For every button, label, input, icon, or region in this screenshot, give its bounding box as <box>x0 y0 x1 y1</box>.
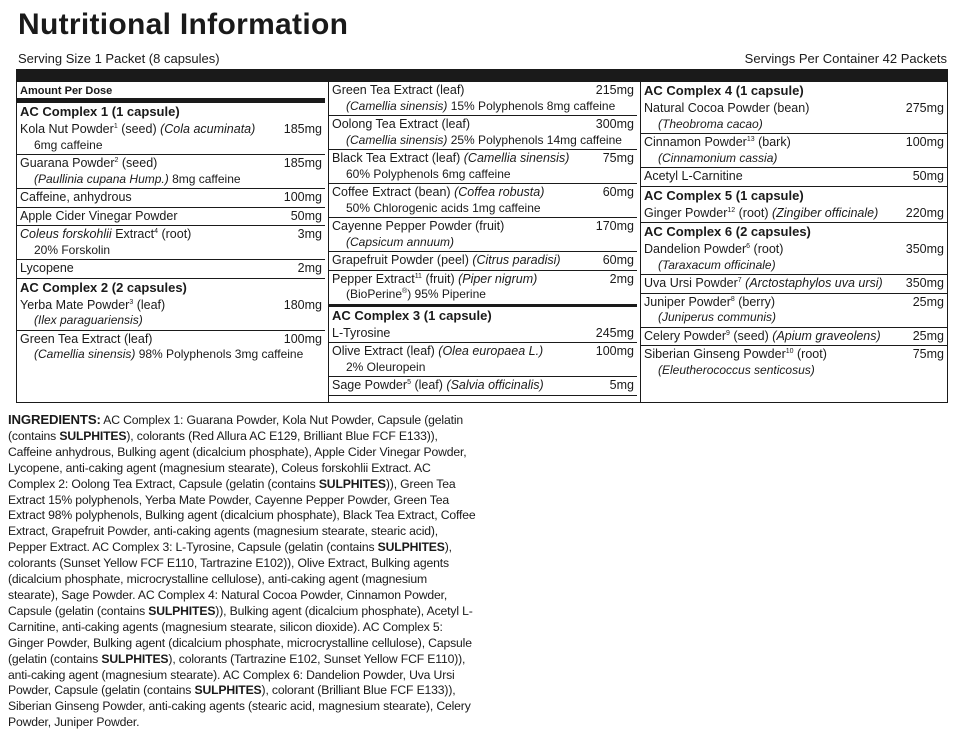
ingredient-uva-ursi: Uva Ursi Powder$^7$ (Arctostaphylos uva ursi) 350mg <box>641 275 947 294</box>
ingredient-olive: Olive Extract (leaf) (Olea europaea L.) 100mg 2% Oleuropein <box>329 343 637 377</box>
complex-1-heading: AC Complex 1 (1 capsule) <box>20 104 180 119</box>
column-1 <box>17 82 325 402</box>
ingredient-ginger: Ginger Powder$^{12}$ (root) (Zingiber officinale) 220mg <box>641 205 947 224</box>
ingredient-yerba-mate: Yerba Mate Powder$^3$ (leaf) 180mg (Ilex paraguariensis) <box>17 297 325 331</box>
column-2 <box>329 82 637 402</box>
amount: 5mg <box>609 378 634 392</box>
ingredient-guarana: Guarana Powder$^2$ (seed) 185mg (Paullinia cupana Hump.) 8mg caffeine <box>17 155 325 189</box>
complex-2-heading: AC Complex 2 (2 capsules) <box>20 279 187 295</box>
ingredient-coffee: Coffee Extract (bean) (Coffea robusta) 60mg 50% Chlorogenic acids 1mg caffeine <box>329 184 637 218</box>
amount: 300mg <box>595 117 634 131</box>
ingredient-juniper: Juniper Powder$^8$ (berry) 25mg (Juniperus communis) <box>641 294 947 328</box>
amount: 50mg <box>290 208 322 223</box>
ingredient-celery: Celery Powder$^9$ (seed) (Apium graveolens) 25mg <box>641 328 947 347</box>
serving-size: Serving Size 1 Packet (8 capsules) <box>18 51 220 66</box>
amount: 2mg <box>609 271 634 286</box>
allergen: SULPHITES <box>59 428 127 443</box>
ingredient-oolong-tea: Oolong Tea Extract (leaf) 300mg (Camellia sinensis) 25% Polyphenols 14mg caffeine <box>329 116 637 150</box>
ingredient-caffeine: Caffeine, anhydrous 100mg <box>17 189 325 208</box>
ingredient-dandelion: Dandelion Powder$^6$ (root) 350mg (Taraxacum officinale) <box>641 241 947 275</box>
ingredients-label: INGREDIENTS: <box>8 412 101 427</box>
ingredient-grapefruit: Grapefruit Powder (peel) (Citrus paradisi) 60mg <box>329 252 637 271</box>
amount: 100mg <box>283 190 322 204</box>
amount: 100mg <box>595 344 634 358</box>
amount: 2mg <box>297 261 322 275</box>
ingredient-black-tea: Black Tea Extract (leaf) (Camellia sinensis) 75mg 60% Polyphenols 6mg caffeine <box>329 150 637 184</box>
amount: 245mg <box>595 325 634 340</box>
panel-top-bar <box>17 70 947 82</box>
servings-per-container: Servings Per Container 42 Packets <box>744 51 947 66</box>
complex-4-heading: AC Complex 4 (1 capsule) <box>644 83 804 98</box>
amount: 3mg <box>297 227 322 241</box>
column-3 <box>641 82 947 402</box>
ingredient-lycopene: Lycopene 2mg <box>17 260 325 279</box>
amount: 60mg <box>602 185 634 199</box>
ingredient-l-tyrosine: L-Tyrosine 245mg <box>329 325 637 344</box>
ingredient-siberian-ginseng: Siberian Ginseng Powder$^{10}$ (root) 75mg (Eleutherococcus senticosus) <box>644 347 944 377</box>
allergen: SULPHITES <box>101 651 169 666</box>
amount: 25mg <box>912 294 944 309</box>
amount: 60mg <box>602 253 634 267</box>
allergen: SULPHITES <box>148 603 216 618</box>
ingredients-statement: INGREDIENTS: AC Complex 1: Guarana Powder, Kola Nut Powder, Capsule (gelatin (contains SULPHITES), colorants (Red Allura AC E129, Brilliant Blue FCF E133)), Caffeine anhydrous, Bulking agent (dicalcium phosphate), Apple Cider Vinegar Powder, Lycopene, anti-caking agent (magnesium stearate), Coleus forskohlii Extract. AC Complex 2: Oolong Tea Extract, Capsule (gelatin (contains SULPHITES)), Green Tea Extract 15% polyphenols, Yerba Mate Powder, Cayenne Pepper Powder, Green Tea Extract 98% polyphenols, Bulking agent (dicalcium phosphate), Black Tea Extract, Coffee Extract, Grapefruit Powder, anti-caking agents (magnesium stearate, stearic acid), Pepper Extract. AC Complex 3: L-Tyrosine, Capsule (gelatin (contains SULPHITES), colorants (Sunset Yellow FCF E110, Tartrazine E102)), Olive Extract, Bulking agents (dicalcium phosphate, microcrystalline cellulose), anti-caking agent (magnesium stearate), Sage Powder. AC Complex 4: Natural Cocoa Powder, Cinnamon Powder, Capsule (gelatin (contains SULPHITES)), Bulking agent (dicalcium phosphate), Acetyl L-Carnitine, anti-caking agents (magnesium stearate, silicon dioxide). AC Complex 5: Ginger Powder, Bulking agent (dicalcium phosphate, microcrystalline cellulose), Capsule (gelatin (contains SULPHITES), colorants (Tartrazine E102, Sunset Yellow FCF E110)), anti-caking agent (magnesium stearate). AC Complex 6: Dandelion Powder, Uva Ursi Powder, Capsule (gelatin (contains SULPHITES), colorant (Brilliant Blue FCF E133)), Siberian Ginseng Powder, anti-caking agents (stearic acid, magnesium stearate), Celery Powder, Juniper Powder. <box>8 412 476 730</box>
amount: 185mg <box>283 156 322 170</box>
ingredient-acetyl-l-carnitine: Acetyl L-Carnitine 50mg <box>641 168 947 187</box>
amount-per-dose-header: Amount Per Dose <box>20 85 113 97</box>
allergen: SULPHITES <box>377 540 445 555</box>
amount: 25mg <box>912 328 944 343</box>
amount: 100mg <box>905 135 944 149</box>
ingredient-cocoa: Natural Cocoa Powder (bean) 275mg (Theobroma cacao) <box>641 100 947 134</box>
complex-6-heading: AC Complex 6 (2 capsules) <box>644 224 811 239</box>
amount: 75mg <box>602 151 634 165</box>
amount: 185mg <box>283 122 322 136</box>
allergen: SULPHITES <box>318 476 386 491</box>
ingredient-apple-cider-vinegar: Apple Cider Vinegar Powder 50mg <box>17 208 325 227</box>
complex-3-heading: AC Complex 3 (1 capsule) <box>332 307 492 323</box>
amount: 75mg <box>912 347 944 361</box>
allergen: SULPHITES <box>194 683 262 698</box>
nutrition-panel <box>16 69 948 403</box>
ingredient-cinnamon: Cinnamon Powder$^{13}$ (bark) 100mg (Cinnamonium cassia) <box>641 134 947 168</box>
ingredient-green-tea-98: Green Tea Extract (leaf) 100mg (Camellia sinensis) 98% Polyphenols 3mg caffeine <box>20 331 322 361</box>
amount: 50mg <box>912 169 944 183</box>
amount: 170mg <box>595 219 634 233</box>
amount: 180mg <box>283 297 322 312</box>
ingredient-sage: Sage Powder$^5$ (leaf) (Salvia officinalis) 5mg <box>329 377 637 396</box>
amount: 100mg <box>283 331 322 346</box>
ingredient-coleus: Coleus forskohlii Extract$^4$ (root) 3mg 20% Forskolin <box>17 226 325 260</box>
ingredient-pepper: Pepper Extract$^{11}$ (fruit) (Piper nigrum) 2mg (BioPerine®) 95% Piperine <box>332 271 634 301</box>
amount: 350mg <box>905 242 944 256</box>
amount: 215mg <box>595 83 634 97</box>
page-title: Nutritional Information <box>18 8 349 41</box>
ingredient-green-tea-15: Green Tea Extract (leaf) 215mg (Camellia sinensis) 15% Polyphenols 8mg caffeine <box>329 82 637 116</box>
ingredient-kola-nut: Kola Nut Powder$^1$ (seed) (Cola acuminata) 185mg 6mg caffeine <box>17 121 325 155</box>
complex-5-heading: AC Complex 5 (1 capsule) <box>644 187 804 203</box>
amount: 275mg <box>905 101 944 115</box>
ingredient-cayenne: Cayenne Pepper Powder (fruit) 170mg (Capsicum annuum) <box>329 218 637 252</box>
amount: 220mg <box>905 205 944 220</box>
amount: 350mg <box>905 276 944 290</box>
